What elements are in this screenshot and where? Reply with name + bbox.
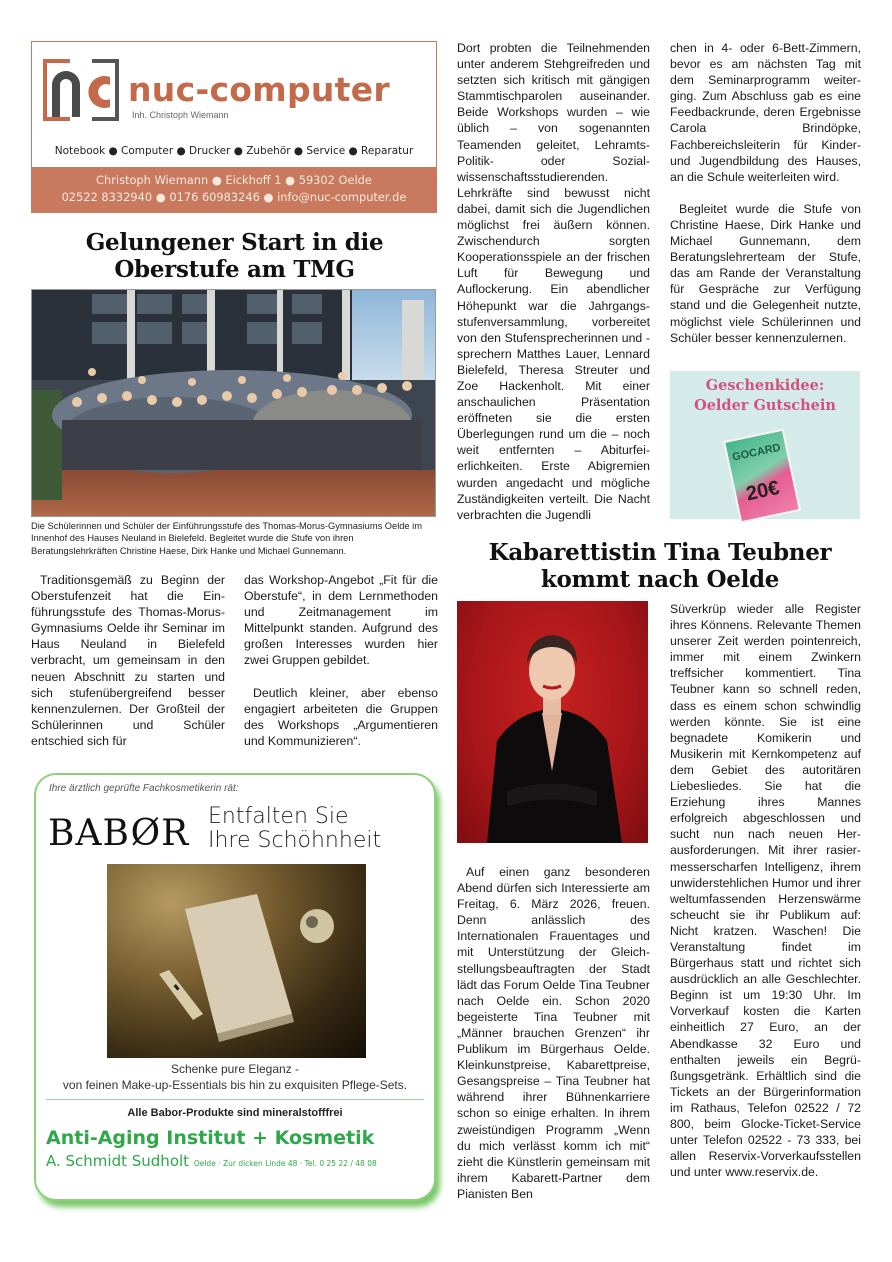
babor-kicker: Ihre ärztlich geprüfte Fachkosmetikerin rät:	[49, 783, 239, 794]
gift-ad-title-line2: Oelder Gutschein	[694, 397, 836, 414]
nuc-brand-name: nuc-computer	[128, 70, 391, 109]
babor-slogan	[208, 805, 381, 853]
article1-headline-line2: Oberstufe am TMG	[114, 256, 355, 283]
nuc-contact-band	[32, 167, 436, 212]
babor-slogan-line1: Entfalten Sie	[208, 804, 349, 829]
group-photo	[31, 289, 436, 517]
article1-column-4	[670, 40, 861, 346]
babor-product-image	[107, 864, 366, 1058]
article1-headline	[31, 229, 438, 283]
gift-ad-title	[670, 376, 860, 416]
babor-slogan-line2: Ihre Schöhnheit	[208, 828, 382, 853]
nuc-address: Christoph Wiemann ● Eickhoff 1 ● 59302 Oelde	[96, 173, 372, 187]
babor-divider	[46, 1099, 424, 1100]
portrait-photo	[457, 601, 648, 843]
article1-paragraph: Begleitet wurde die Stufe von Christine Haese, Dirk Hanke und Michael Gunnemann, dem Beratungslehrerteam der Stufe, das am Rande der Veranstaltung für Gespräche zur Verfügung stand und die Gelegenheit nutzte, möglichst viele Schülerinnen und Schüler besser kennenzulernen.	[670, 201, 861, 345]
article2-headline	[455, 539, 865, 593]
article2-paragraph: Auf einen ganz besonderen Abend dürfen sich Interessierte am Freitag, 6. März 2026, freuen. Denn anlässlich des Internationalen Frauentages und mit Unterstützung der Gleichstellungsbeauftragten der Stadt lädt das Forum Oelde Tina Teubner nach Oelde ein. Schon 2020 begeisterte Tina Teubner mit „Männer brauchen Grenzen“ ihr Publikum im Bürgerhaus Oelde. Kleinkunstpreise, Kabarettpreise, Gesangspreise – Tina Teubner hat während ihrer Bühnenkarriere schon so einige erhalten. In ihrem zweistündigen Programm „Wenn du mich verlässt komm ich mit“ zieht die Künstlerin gemeinsam mit ihrem Kabarett-Partner dem Pianisten Ben	[457, 865, 650, 1201]
gift-ad-title-line1: Geschenkidee:	[705, 377, 825, 394]
babor-institute-name: Anti-Aging Institut + Kosmetik	[46, 1127, 375, 1149]
nuc-services: Notebook ● Computer ● Drucker ● Zubehör ● Service ● Reparatur	[54, 145, 414, 157]
article2-column-1	[457, 864, 650, 1202]
article1-paragraph: Deutlich kleiner, aber ebenso engagiert arbeiteten die Gruppen des Workshops „Argumentieren und Kommunizieren“.	[244, 685, 438, 748]
babor-tagline	[36, 1061, 434, 1093]
gocard-amount: 20€	[744, 476, 782, 506]
babor-owner	[46, 1152, 377, 1170]
babor-logo: BABØR	[48, 813, 190, 854]
babor-ad	[34, 773, 436, 1201]
babor-mineral-note: Alle Babor-Produkte sind mineralstofffrei	[127, 1107, 343, 1119]
article2-headline-line2: kommt nach Oelde	[540, 566, 780, 593]
article1-headline-line1: Gelungener Start in die	[85, 229, 384, 256]
article1-paragraph: Traditionsgemäß zu Beginn der Oberstufenzeit hat die Einführungsstufe des Thomas-Morus-Gymnasiums Oelde ihr Seminar im Haus Neuland in Bielefeld verbracht, um gemeinsam in den neuen Abschnitt zu starten und sich stufenübergreifend besser kennenzulernen. Der Großteil der Schülerinnen und Schüler entschied sich für	[31, 573, 225, 748]
nuc-logo-icon	[40, 55, 122, 125]
article1-column-1	[31, 572, 225, 749]
babor-address: Oelde · Zur dicken Linde 48 · Tel. 0 25 22 / 48 08	[193, 1159, 377, 1168]
photo-caption: Die Schülerinnen und Schüler der Einführungsstufe des Thomas-Morus-Gymnasiums Oelde im Innenhof des Hauses Neuland in Bielefeld. Begleitet wurde die Stufe von ihren Beratungslehrkräften Christine Haese, Dirk Hanke und Michael Gunnemann.	[31, 521, 422, 556]
nuc-computer-ad	[31, 41, 437, 213]
article1-paragraph: das Workshop-Angebot „Fit für die Oberstufe“, in dem Lernmethoden und Zeitmanagement im Mittelpunkt standen. Aufgrund des großen Interesses wurden hier zwei Gruppen gebildet.	[244, 573, 438, 668]
babor-owner-name: A. Schmidt Sudholt	[46, 1152, 190, 1170]
gift-voucher-ad	[670, 371, 860, 519]
gocard-image	[723, 428, 801, 523]
article1-column-2	[244, 572, 438, 749]
gocard-brand: GOCARD	[731, 441, 782, 464]
article2-paragraph: Süverkrüp wieder alle Register ihres Könnens. Relevante Themen unserer Zeit werden pointenreich, immer mit einem Zwinkern treffsicher kommentiert. Tina Teubner kann so schnell reden, dass es einem schon schwindlig werden könnte. Sie ist eine begnadete Komikerin und Musikerin mit Kernkompetenz auf dem Gebiet des autoritären Liebesliedes. Sie hat die Erziehung ihres Mannes erfolgreich abgeschlossen und sucht nun nach neuen Herausforderungen. Mit ihrer rasiermesserscharfen Intelligenz, ihrem unwiderstehlichen Humor und ihrer weltumfassenden Herzenswärme scheucht sie ihr Publikum auf: Nicht kratzen. Waschen! Die Veranstaltung findet im Bürgerhaus statt und richtet sich ausdrücklich an alle Geschlechter. Beginn ist um 19:30 Uhr. Im Vorverkauf kosten die Karten einheitlich 27 Euro, an der Abendkasse 32 Euro und enthalten jeweils ein Begrüßungsgetränk. Erhältlich sind die Tickets an der Bürgerinformation im Rathaus, Telefon 02522 / 72 800, beim Glocke-Ticket-Service unter Telefon 02522 - 73 333, bei allen Reservix-Vorverkaufsstellen und unter www.reservix.de.	[670, 602, 861, 1180]
babor-tagline-line1: Schenke pure Eleganz -	[170, 1062, 300, 1076]
nuc-contact: 02522 8332940 ● 0176 60983246 ● info@nuc-computer.de	[61, 190, 407, 204]
article2-headline-line1: Kabarettistin Tina Teubner	[488, 539, 832, 566]
article1-paragraph: Dort probten die Teilnehmenden unter anderem Stehgreifreden und setzten sich kritisch mit gängigen Stammtischparolen auseinander. Beide Workshops wurden – wie üblich – von sogenannten Teamenden geleitet, Lehramts- Politik- oder Sozialwissenschaftsstudierenden. Lehrkräfte sind bewusst nicht dabei, damit sich die Jugendlichen möglichst frei äußern können. Zwischendurch sorgten Kooperationsspiele an der frischen Luft für Bewegung und Auflockerung. Ein abendlicher Höhepunkt war die Jahrgangsstufenversammlung, vorbereitet von den Stufensprecherinnen und -sprechern Matthes Lauer, Lennard Bielefeld, Theresa Streuter und Zoe Hackenholt. Mit einer anschaulichen Präsentation eröffneten sie die ersten Überlegungen rund um die – noch weit entfernten – Abiturfeierlichkeiten. Erste Abigremien wurden angedacht und mögliche Zuständigkeiten verteilt. Die Nacht verbrachten die Jugendli	[457, 41, 650, 522]
article1-column-3	[457, 40, 650, 523]
article1-paragraph: chen in 4- oder 6-Bett-Zimmern, bevor es am nächsten Tag mit dem Seminarprogramm weiterging. Zum Abschluss gab es eine Feedbackrunde, deren Ergebnisse Carola Brindöpke, Fachbereichsleiterin für Kinder- und Jugendbildung des Hauses, an die Schule weiterleiten wird.	[670, 41, 861, 184]
babor-tagline-line2: von feinen Make-up-Essentials bis hin zu exquisiten Pflege-Sets.	[62, 1078, 408, 1092]
article2-column-2	[670, 601, 861, 1180]
nuc-owner: Inh. Christoph Wiemann	[132, 110, 229, 120]
